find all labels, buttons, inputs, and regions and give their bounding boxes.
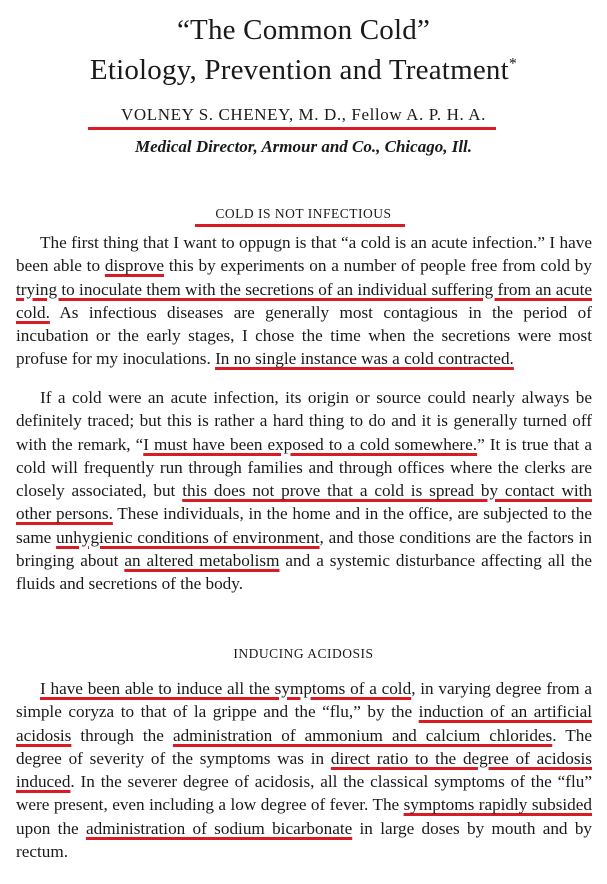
highlight-underline: this does not prove that a cold is spread by contact with other persons. [16,481,592,524]
text-run: , and those conditions are the factors in bringing about [16,527,592,571]
section-heading-inducing-acidosis: INDUCING ACIDOSIS [233,646,374,661]
highlight-underline: trying to inoculate them with the secretions of an individual suffering from an acute cold. [16,279,592,322]
highlight-underline: I have been able to induce all the symptoms of a cold [40,679,412,698]
highlight-underline: symptoms rapidly subsided [403,795,592,815]
highlight-underline: administration of ammonium and calcium chlorides [172,725,553,745]
highlight-underline: In no single instance was a cold contracted. [215,349,514,369]
highlight-underline: I must have been exposed to a cold somewhere. [143,434,478,454]
article-title-line-1: “The Common Cold” [176,14,431,46]
author-underline [88,127,496,130]
paragraph-3 [16,677,592,863]
footnote-mark: * [508,55,518,73]
text-run: in large doses by mouth and by rectum. [16,818,593,862]
text-run: through the [71,725,173,745]
highlight-underline: induction of an artificial acidosis [16,702,592,745]
text-run: ” It is true that a cold will frequently run through families and through offices where the clerks are closely associated, but [16,434,592,501]
text-run: If a cold were an acute infection, its origin or source could nearly always be definitely traced; but this is rather a hard thing to do and it is generally turned off with the remark, “ [16,388,592,454]
highlight-underline: disprove [104,256,165,276]
paragraph-2 [16,386,592,596]
text-run: The first thing that I want to oppugn is that “a cold is an acute infection.” I have been able to [16,233,592,276]
highlight-underline: unhygienic conditions of environment [56,527,320,547]
text-run: As infectious diseases are generally most contagious in the period of incubation or the early stages, I chose the time when the secretions were most profuse for my inoculations. [16,302,592,369]
article-title-line-2 [0,54,607,87]
text-run: These individuals, in the home and in the office, are subjected to the same [16,504,592,547]
section-heading-cold-not-infectious: COLD IS NOT INFECTIOUS [215,206,392,221]
paragraph-1 [16,231,592,371]
author-line: VOLNEY S. CHENEY, M. D., Fellow A. P. H. A. [121,105,486,124]
text-run: upon the [16,818,86,838]
highlight-underline: direct ratio to the degree of acidosis induced [16,748,592,792]
text-run: . In the severer degree of acidosis, all the classical symptoms of the “flu” were present, even including a low degree of fever. The [16,772,592,815]
heading-underline [195,224,405,227]
text-run: , in varying degree from a simple coryza to that of la grippe and the “flu,” by the [16,679,592,722]
highlight-underline: administration of sodium bicarbonate [85,818,353,838]
title-text: Etiology, Prevention and Treatment [89,54,509,86]
author-affiliation: Medical Director, Armour and Co., Chicago, Ill. [134,137,473,156]
text-run: and a systemic disturbance affecting all the fluids and secretions of the body. [16,551,592,594]
text-run: this by experiments on a number of people free from cold by [164,256,592,276]
text-run: . The degree of severity of the symptoms was in [16,725,592,768]
highlight-underline: an altered metabolism [124,551,280,571]
